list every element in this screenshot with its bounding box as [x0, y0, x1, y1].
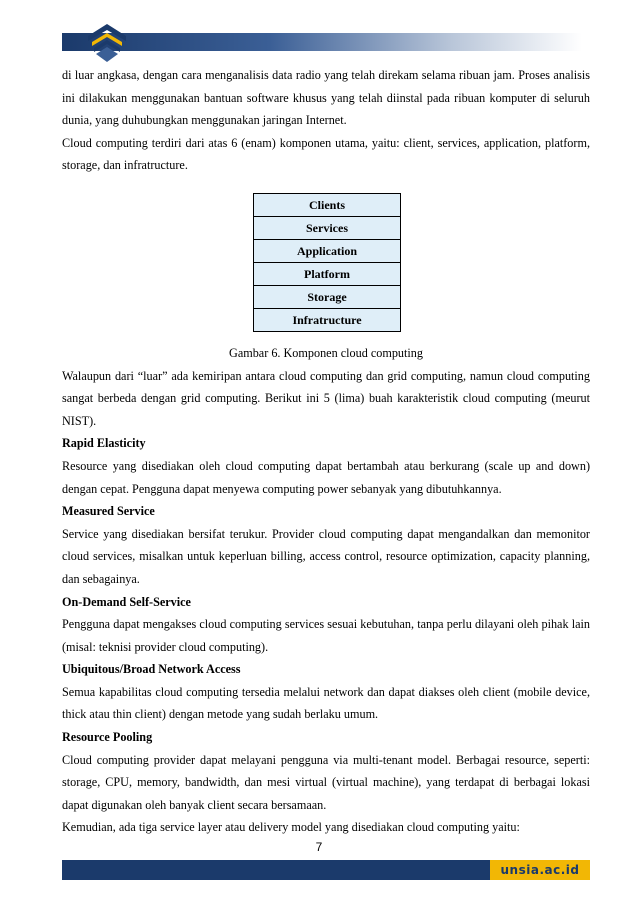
page-number: 7: [315, 840, 323, 854]
heading-resource-pooling: Resource Pooling: [62, 730, 153, 745]
unsia-logo-icon: [86, 22, 128, 64]
paragraph-closing: Kemudian, ada tiga service layer atau delivery model yang disediakan cloud computing yaitu:: [62, 820, 520, 835]
paragraph-rapid-elasticity: Resource yang disediakan oleh cloud computing dapat bertambah atau berkurang (scale up and down) dengan cepat. Pengguna dapat menyewa computing power sebanyak yang dibutuhkannya.: [62, 458, 590, 496]
heading-measured-service: Measured Service: [62, 504, 155, 519]
paragraph-components: Cloud computing terdiri dari atas 6 (enam) komponen utama, yaitu: client, services, application, platform, storage, dan infratructure.: [62, 135, 590, 173]
diagram-layer-clients: Clients: [254, 194, 400, 217]
heading-rapid-elasticity: Rapid Elasticity: [62, 436, 146, 451]
page-content: [62, 64, 590, 839]
paragraph-continued: di luar angkasa, dengan cara menganalisis data radio yang telah direkam selama ribuan jam. Proses analisis ini dilakukan menggunakan bantuan software khusus yang telah diinstal pada ribuan komputer di seluruh dunia, yang duhubungkan menggunakan jaringan Internet.: [62, 68, 590, 128]
cloud-components-diagram: [253, 193, 401, 332]
paragraph-intro: Walaupun dari “luar” ada kemiripan antara cloud computing dan grid computing, namun cloud computing sangat berbeda dengan grid computing. Berikut ini 5 (lima) buah karakteristik cloud computing (meurut NIST).: [62, 368, 590, 428]
paragraph-measured-service: Service yang disediakan bersifat terukur. Provider cloud computing dapat mengandalkan dan memonitor cloud services, misalkan untuk keperluan billing, access control, resource optimization, capacity planning, dan sebagainya.: [62, 526, 590, 586]
header-bar: [62, 33, 582, 51]
diagram-layer-infrastructure: Infratructure: [254, 309, 400, 332]
paragraph-ubiquitous: Semua kapabilitas cloud computing tersedia melalui network dan dapat diakses oleh client (mobile device, thick atau thin client) dengan metode yang sudah berlaku umum.: [62, 684, 590, 722]
figure-caption: Gambar 6. Komponen cloud computing: [229, 345, 423, 360]
footer-site-url: unsia.ac.id: [500, 863, 580, 877]
diagram-layer-services: Services: [254, 217, 400, 240]
heading-ubiquitous: Ubiquitous/Broad Network Access: [62, 662, 241, 677]
paragraph-resource-pooling: Cloud computing provider dapat melayani pengguna via multi-tenant model. Berbagai resource, seperti: storage, CPU, memory, bandwidth, dan mesi virtual (virtual machine), yang terdapat di berbagai lokasi dapat digunakan oleh banyak client secara bersamaan.: [62, 752, 590, 812]
diagram-layer-platform: Platform: [254, 263, 400, 286]
diagram-layer-storage: Storage: [254, 286, 400, 309]
heading-on-demand: On-Demand Self-Service: [62, 594, 191, 609]
paragraph-on-demand: Pengguna dapat mengakses cloud computing services sesuai kebutuhan, tanpa perlu dilayani oleh pihak lain (misal: teknisi provider cloud computing).: [62, 617, 590, 654]
diagram-layer-application: Application: [254, 240, 400, 263]
